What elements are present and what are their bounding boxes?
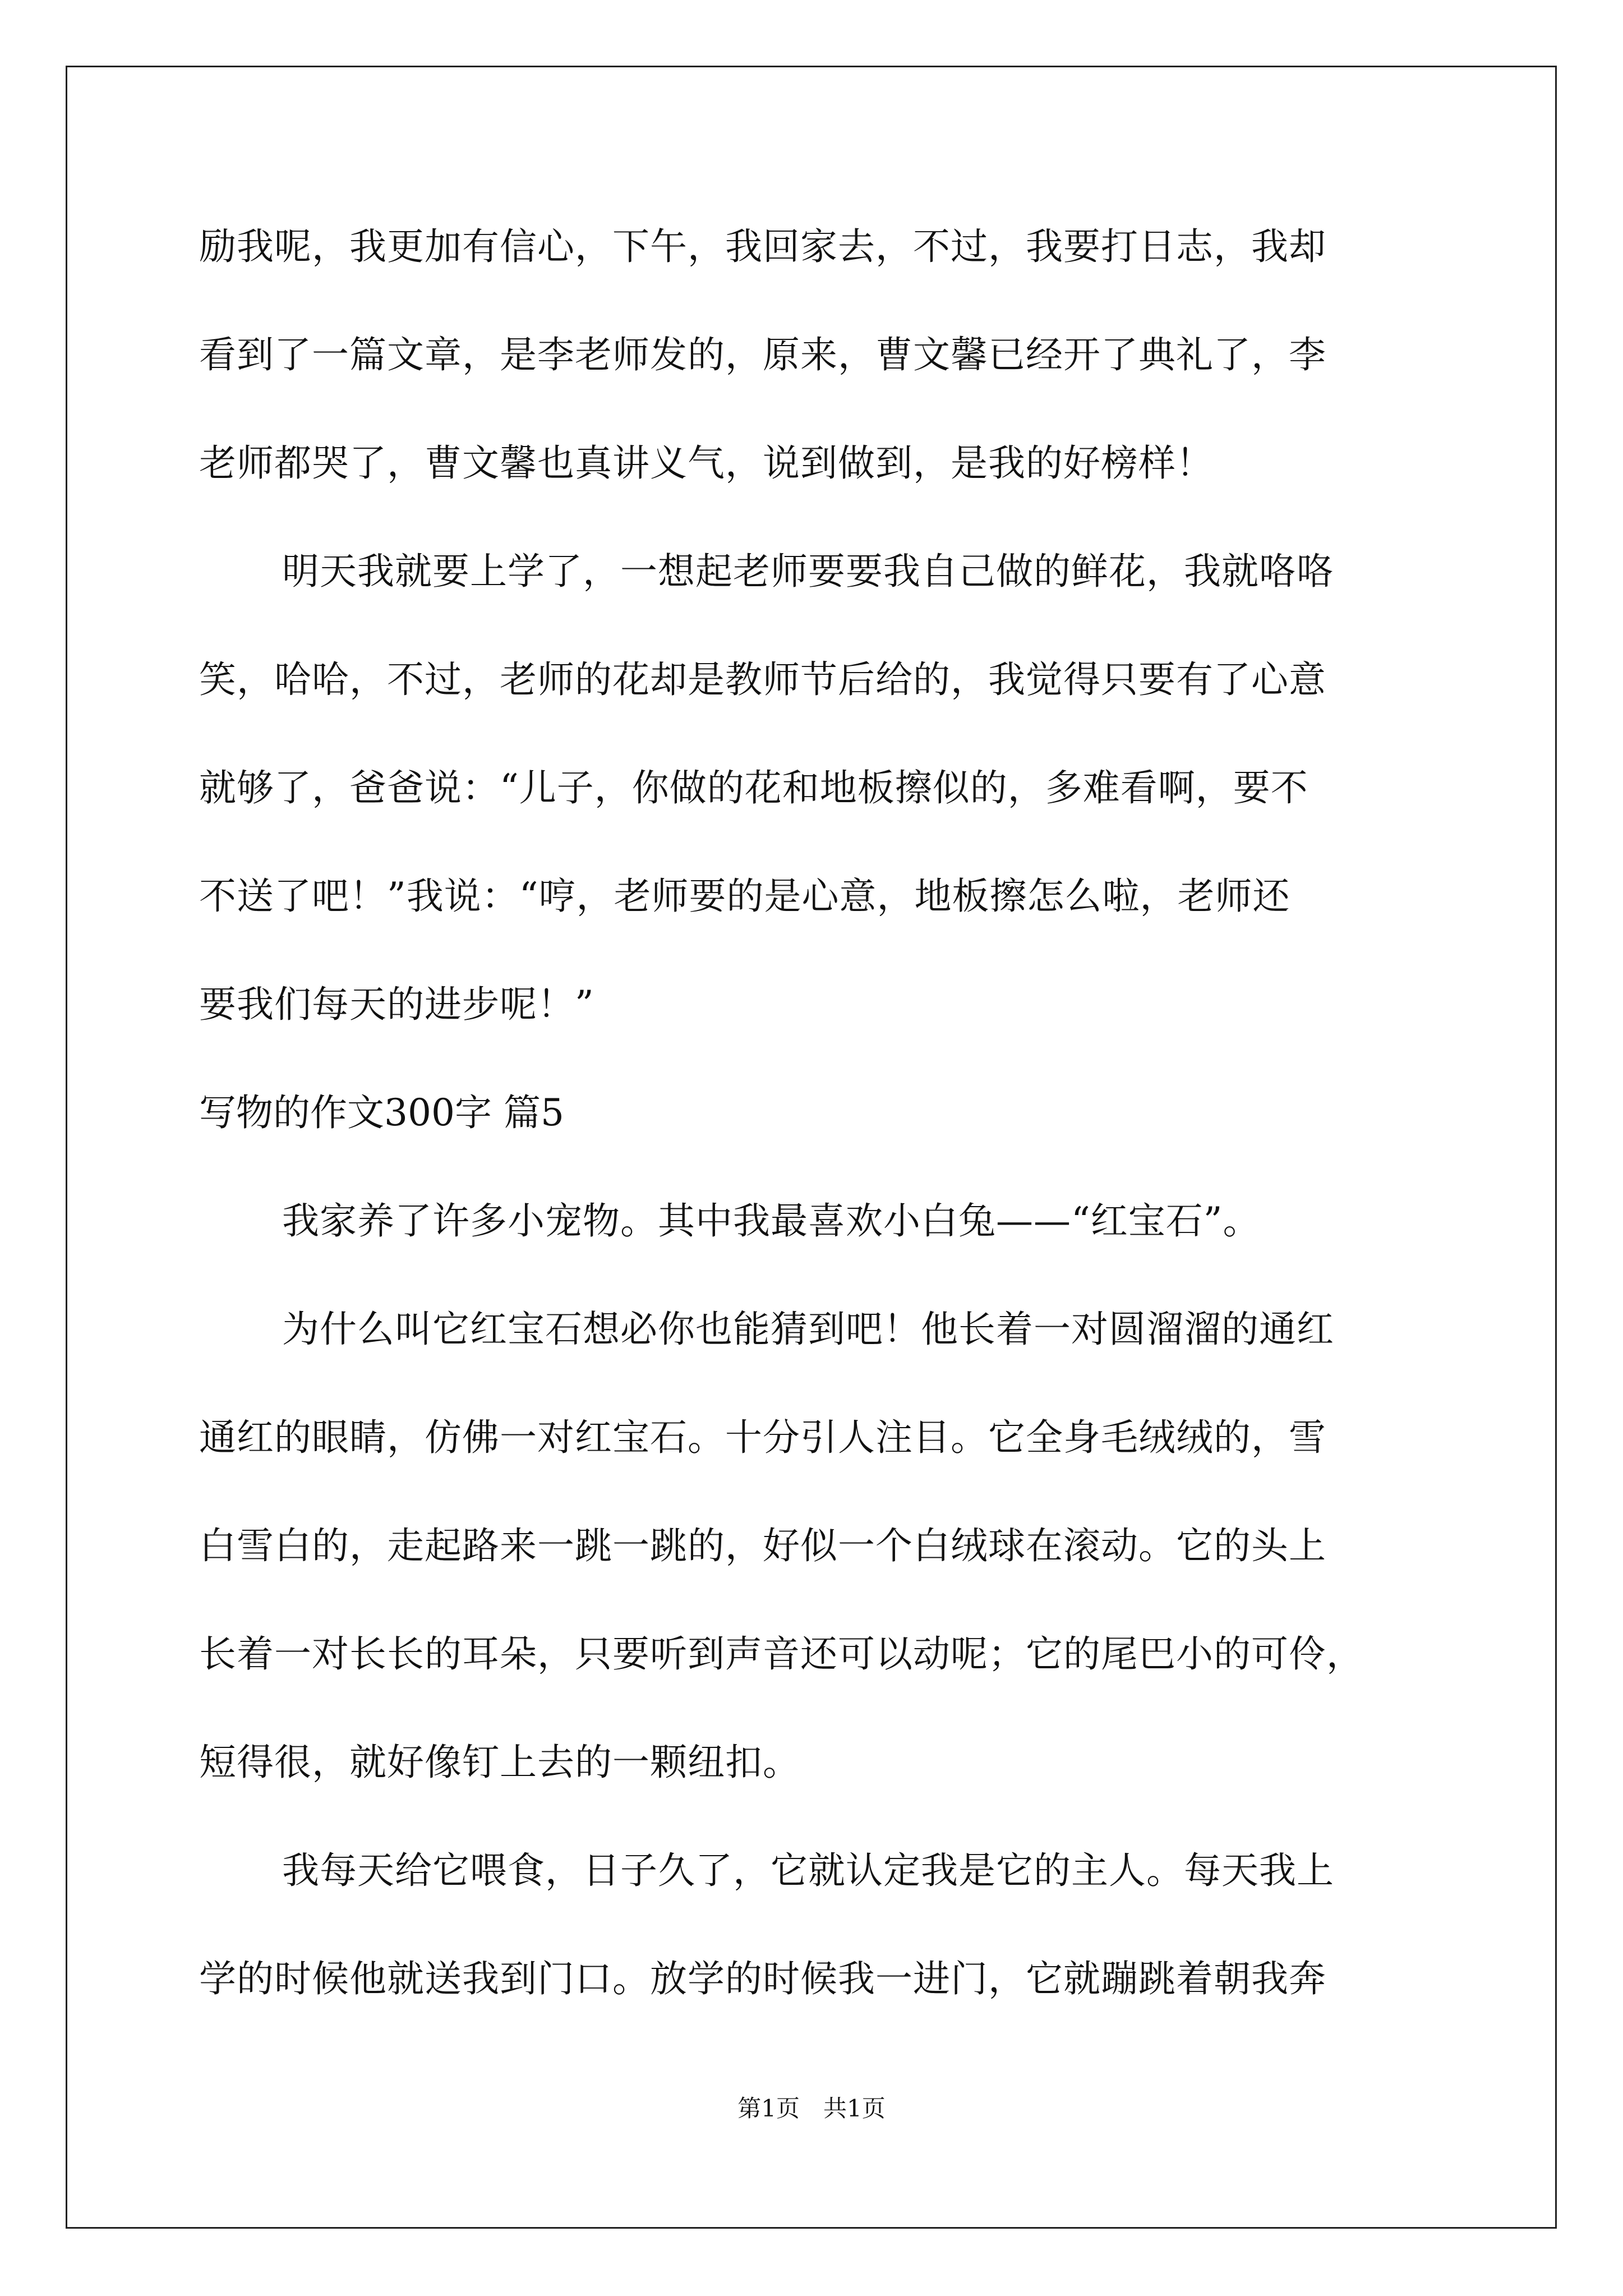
text-line: 不送了吧！”我说：“哼，老师要的是心意，地板擦怎么啦，老师还	[199, 875, 1290, 918]
text-line: 通红的眼睛，仿佛一对红宝石。十分引人注目。它全身毛绒绒的，雪	[199, 1416, 1326, 1459]
text-line: 看到了一篇文章，是李老师发的，原来，曹文馨已经开了典礼了，李	[199, 333, 1326, 376]
text-line: 励我呢，我更加有信心，下午，我回家去，不过，我要打日志，我却	[199, 225, 1326, 268]
text-line: 白雪白的，走起路来一跳一跳的，好似一个白绒球在滚动。它的头上	[199, 1524, 1326, 1567]
paragraph-start-line: 我每天给它喂食，日子久了，它就认定我是它的主人。每天我上	[282, 1849, 1334, 1892]
text-line: 长着一对长长的耳朵，只要听到声音还可以动呢；它的尾巴小的可伶，	[199, 1632, 1364, 1676]
section-heading: 写物的作文300字 篇5	[199, 1091, 564, 1134]
text-line: 笑，哈哈，不过，老师的花却是教师节后给的，我觉得只要有了心意	[199, 658, 1326, 701]
text-line: 老师都哭了，曹文馨也真讲义气，说到做到，是我的好榜样！	[199, 441, 1214, 485]
paragraph-start-line: 为什么叫它红宝石想必你也能猜到吧！他长着一对圆溜溜的通红	[282, 1308, 1334, 1351]
paragraph-start-line: 明天我就要上学了，一想起老师要要我自己做的鲜花，我就咯咯	[282, 550, 1334, 593]
text-line: 短得很，就好像钉上去的一颗纽扣。	[199, 1741, 800, 1784]
text-line: 要我们每天的进步呢！”	[199, 983, 594, 1026]
text-line: 学的时候他就送我到门口。放学的时候我一进门，它就蹦跳着朝我奔	[199, 1957, 1326, 2000]
paragraph-start-line: 我家养了许多小宠物。其中我最喜欢小白兔——“红宝石”。	[282, 1199, 1261, 1243]
page-number-footer: 第1页 共1页	[737, 2095, 886, 2122]
text-line: 就够了，爸爸说：“儿子，你做的花和地板擦似的，多难看啊，要不	[199, 766, 1308, 809]
document-body	[199, 213, 1433, 2054]
